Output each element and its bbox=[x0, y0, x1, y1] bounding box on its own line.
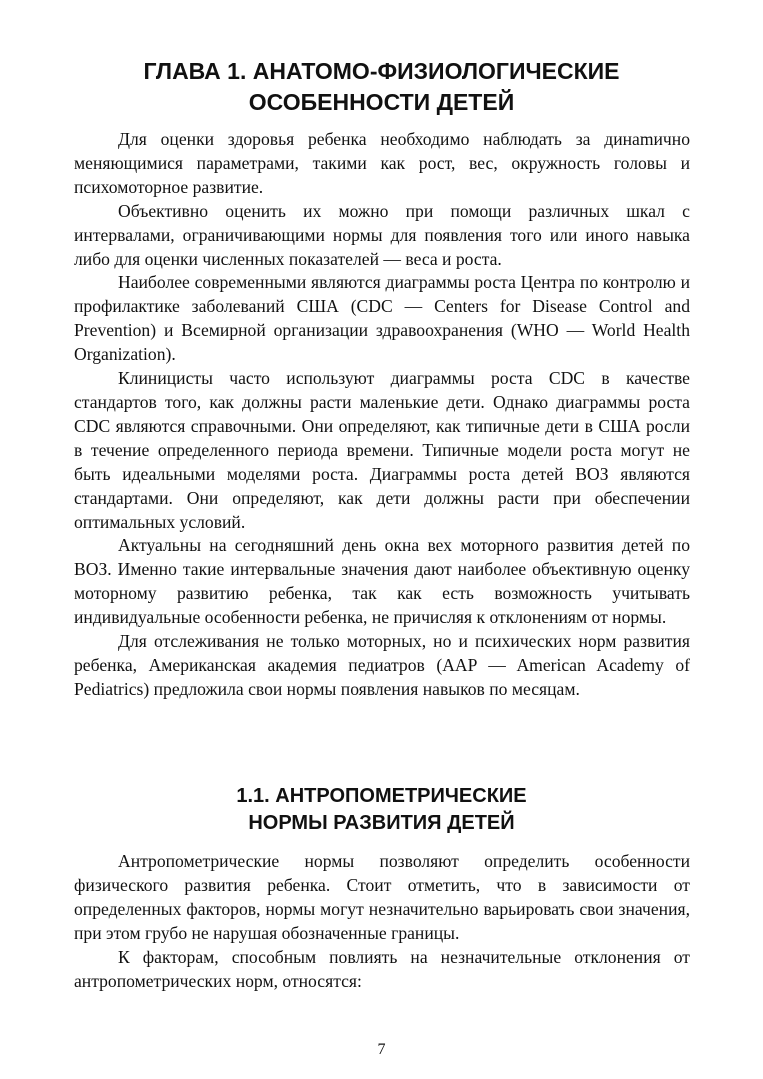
section-title-line-2: НОРМЫ РАЗВИТИЯ ДЕТЕЙ bbox=[248, 812, 515, 834]
chapter-title bbox=[60, 56, 703, 118]
paragraph-5: Актуальны на сегодняшний день окна вех моторного развития детей по ВОЗ. Именно такие интервальные значения дают наиболее объективную оценку моторному развитию ребенка, так как есть возможность учитывать индивидуальные особенности ребенка, не причисляя к отклонениям от нормы. bbox=[74, 535, 690, 628]
paragraph-1: Для оценки здоровья ребенка необходимо наблюдать за динаmично меняющимися параметрами, такими как рост, вес, окружность головы и психомоторное развитие. bbox=[74, 129, 690, 197]
paragraph-4: Клиницисты часто используют диаграммы роста CDC в качестве стандартов того, как должны расти маленькие дети. Однако диаграммы роста CDC являются справочными. Они определяют, как типичные дети в США росли в течение определенного периода времени. Типичные модели роста могут не быть идеальными моделями роста. Диаграммы роста детей ВОЗ являются стандартами. Они определяют, как дети должны расти при обеспечении оптимальных условий. bbox=[74, 368, 690, 532]
chapter-body bbox=[74, 128, 690, 702]
section-paragraph-2: К факторам, способным повлиять на незначительные отклонения от антропометрических норм, относятся: bbox=[74, 946, 690, 991]
paragraph-3: Наиболее современными являются диаграммы роста Центра по контролю и профилактике заболеваний США (CDC — Centers for Disease Control and Prevention) и Всемирной организации здравоохранения (WHO — World Health Organization). bbox=[74, 272, 690, 365]
section-title bbox=[60, 783, 703, 837]
chapter-title-line-1: ГЛАВА 1. АНАТОМО-ФИЗИОЛОГИЧЕСКИЕ bbox=[143, 58, 620, 84]
section-title-line-1: 1.1. АНТРОПОМЕТРИЧЕСКИЕ bbox=[236, 785, 527, 807]
section-body bbox=[74, 850, 690, 993]
chapter-title-line-2: ОСОБЕННОСТИ ДЕТЕЙ bbox=[248, 89, 515, 115]
paragraph-6: Для отслеживания не только моторных, но и психических норм развития ребенка, Американская академия педиатров (AAP — American Academy of Pediatrics) предложила свои нормы появления навыков по месяцам. bbox=[74, 631, 690, 699]
page-number: 7 bbox=[377, 1041, 386, 1058]
section-paragraph-1: Антропометрические нормы позволяют определить особенности физического развития ребенка. Стоит отметить, что в зависимости от определенных факторов, нормы могут незначительно варьировать свои значения, при этом грубо не нарушая обозначенные границы. bbox=[74, 851, 690, 943]
paragraph-2: Объективно оценить их можно при помощи различных шкал с интервалами, ограничивающими нормы для появления того или иного навыка либо для оценки численных показателей — веса и роста. bbox=[74, 200, 690, 269]
